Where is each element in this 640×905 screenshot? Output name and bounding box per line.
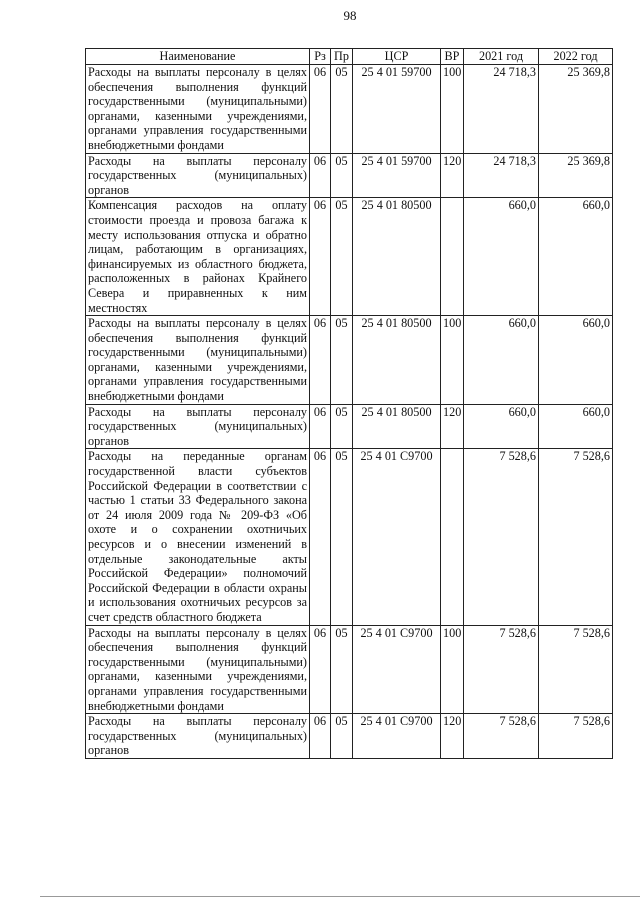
cell-2021: 7 528,6 [464,449,539,625]
table-row [86,625,613,714]
table-row [86,198,613,316]
cell-2022: 660,0 [539,404,613,449]
cell-2021: 7 528,6 [464,625,539,714]
cell-2021: 660,0 [464,316,539,405]
page-number: 98 [343,8,357,23]
cell-csr: 25 4 01 80500 [353,316,441,405]
cell-vr: 120 [441,404,464,449]
cell-csr: 25 4 01 С9700 [353,449,441,625]
cell-vr: 100 [441,316,464,405]
cell-csr: 25 4 01 С9700 [353,714,441,759]
scan-edge-line [40,896,640,897]
cell-csr: 25 4 01 80500 [353,404,441,449]
table-row [86,714,613,759]
cell-name: Компенсация расходов на оплату стоимости проезда и провоза багажа к месту использования отпуска и обратно лицам, работающим в организациях, финансируемых из областного бюджета, расположенных в районах Крайнего Севера и приравненных к ним местностях [86,198,310,316]
header-2021: 2021 год [464,49,539,65]
cell-rz: 06 [310,714,331,759]
header-row [86,49,613,65]
table-row [86,449,613,625]
header-rz: Рз [310,49,331,65]
cell-csr: 25 4 01 80500 [353,198,441,316]
table-row [86,316,613,405]
cell-vr: 120 [441,714,464,759]
cell-name: Расходы на выплаты персоналу государственных (муниципальных) органов [86,404,310,449]
header-name: Наименование [86,49,310,65]
cell-2022: 25 369,8 [539,65,613,154]
cell-pr: 05 [331,198,353,316]
cell-vr [441,198,464,316]
cell-rz: 06 [310,625,331,714]
cell-csr: 25 4 01 С9700 [353,625,441,714]
cell-name: Расходы на выплаты персоналу в целях обеспечения выполнения функций государственными (муниципальными) органами, казенными учреждениями, органами управления государственными внебюджетными фондами [86,316,310,405]
cell-pr: 05 [331,404,353,449]
header-csr: ЦСР [353,49,441,65]
table-row [86,153,613,198]
cell-csr: 25 4 01 59700 [353,153,441,198]
header-2022: 2022 год [539,49,613,65]
cell-name: Расходы на выплаты персоналу в целях обеспечения выполнения функций государственными (муниципальными) органами, казенными учреждениями, органами управления государственными внебюджетными фондами [86,625,310,714]
cell-pr: 05 [331,316,353,405]
cell-rz: 06 [310,404,331,449]
cell-2021: 660,0 [464,198,539,316]
cell-rz: 06 [310,449,331,625]
cell-vr: 100 [441,65,464,154]
cell-csr: 25 4 01 59700 [353,65,441,154]
cell-2021: 24 718,3 [464,153,539,198]
cell-2021: 660,0 [464,404,539,449]
cell-2022: 25 369,8 [539,153,613,198]
cell-2021: 24 718,3 [464,65,539,154]
table-row [86,404,613,449]
cell-pr: 05 [331,153,353,198]
cell-rz: 06 [310,153,331,198]
cell-2022: 7 528,6 [539,714,613,759]
table-row [86,65,613,154]
cell-vr [441,449,464,625]
cell-rz: 06 [310,198,331,316]
cell-rz: 06 [310,65,331,154]
cell-name: Расходы на выплаты персоналу в целях обеспечения выполнения функций государственными (муниципальными) органами, казенными учреждениями, органами управления государственными внебюджетными фондами [86,65,310,154]
table-header [86,49,613,65]
cell-2022: 660,0 [539,198,613,316]
cell-2022: 660,0 [539,316,613,405]
cell-2022: 7 528,6 [539,625,613,714]
cell-pr: 05 [331,449,353,625]
cell-pr: 05 [331,65,353,154]
cell-2021: 7 528,6 [464,714,539,759]
cell-pr: 05 [331,625,353,714]
table-body [86,65,613,759]
cell-2022: 7 528,6 [539,449,613,625]
cell-name: Расходы на выплаты персоналу государственных (муниципальных) органов [86,153,310,198]
cell-rz: 06 [310,316,331,405]
cell-vr: 100 [441,625,464,714]
budget-table [85,48,613,759]
cell-vr: 120 [441,153,464,198]
header-vr: ВР [441,49,464,65]
cell-name: Расходы на выплаты персоналу государственных (муниципальных) органов [86,714,310,759]
cell-pr: 05 [331,714,353,759]
cell-name: Расходы на переданные органам государственной власти субъектов Российской Федерации в соответствии с частью 1 статьи 33 Федерального закона от 24 июля 2009 года № 209-ФЗ «Об охоте и о сохранении охотничьих ресурсов и о внесении изменений в отдельные законодательные акты Российской Федерации» полномочий Российской Федерации в области охраны и использования охотничьих ресурсов за счет средств областного бюджета [86,449,310,625]
header-pr: Пр [331,49,353,65]
